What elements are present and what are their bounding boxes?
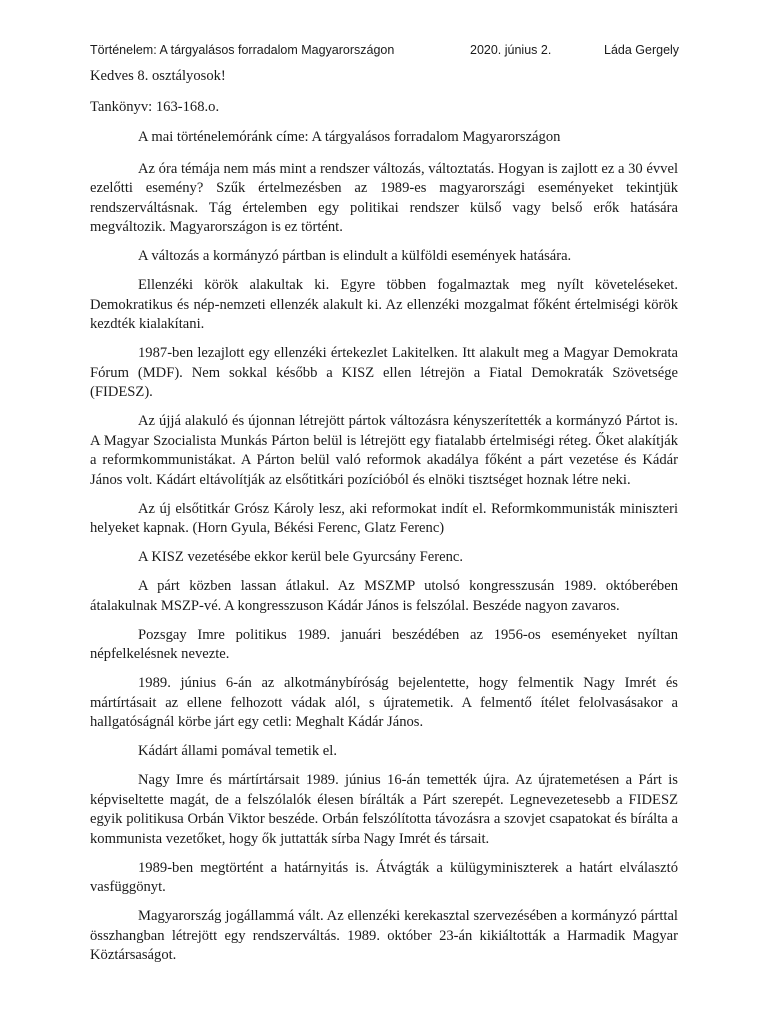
document-body [90, 67, 678, 975]
header-subject: Történelem: A tárgyalásos forradalom Magyarországon [90, 43, 395, 57]
greeting: Kedves 8. osztályosok! [90, 68, 226, 84]
paragraph: A KISZ vezetésébe ekkor kerül bele Gyurcsány Ferenc. [138, 549, 463, 565]
paragraph: 1987-ben lezajlott egy ellenzéki értekezlet Lakitelken. Itt alakult meg a Magyar Demokrata Fórum (MDF). Nem sokkal később a KISZ ellen létrejön a Fiatal Demokraták Szövetsége (FIDESZ). [90, 345, 678, 400]
paragraph: Ellenzéki körök alakultak ki. Egyre többen fogalmaztak meg nyílt követeléseket. Demokratikus és nép-nemzeti ellenzék alakult ki. Az ellenzéki mozgalmat főként értelmiségi körök kezdték kialakítani. [90, 277, 678, 332]
page-header [90, 40, 710, 60]
paragraph: Nagy Imre és mártírtársait 1989. június 16-án temették újra. Az újratemetésen a Párt is képviseltette magát, de a felszólalók élesen bírálták a Párt szerepét. Legnevezetesebb a FIDESZ egyik politikusa Orbán Viktor beszéde. Orbán felszólította távozásra a szovjet csapatokat és bírálta a kommunista vezetőket, hogy ők juttatták sírba Nagy Imrét és társait. [90, 772, 678, 847]
header-date: 2020. június 2. [470, 43, 552, 57]
lesson-title: A mai történelemóránk címe: A tárgyalásos forradalom Magyarországon [138, 129, 561, 145]
textbook-reference: Tankönyv: 163-168.o. [90, 98, 220, 115]
paragraph: Az új elsőtitkár Grósz Károly lesz, aki reformokat indít el. Reformkommunisták miniszteri helyeket kapnak. (Horn Gyula, Békési Ferenc, Glatz Ferenc) [90, 500, 678, 536]
paragraph: Az újjá alakuló és újonnan létrejött pártok változásra kényszerítették a kormányzó Pártot is. A Magyar Szocialista Munkás Párton belül is létrejött egy fiatalabb értelmiségi réteg. Őket alakítják a reformkommunistákat. A Párton belül való reformok akadálya főként a párt vezetése és Kádár János volt. Kádárt eltávolítják az elsőtitkári pozícióból és elnöki tisztséget hoznak létre neki. [90, 413, 678, 488]
paragraph: 1989. június 6-án az alkotmánybíróság bejelentette, hogy felmentik Nagy Imrét és mártírtásait az ellene felhozott vádak alól, s újratemetik. A felmentő ítélet felolvasásakor a hallgatóságnál körbe járt egy cetli: Meghalt Kádár János. [90, 675, 678, 730]
paragraph: A változás a kormányzó pártban is elindult a külföldi események hatására. [138, 248, 572, 264]
paragraph: Magyarország jogállammá vált. Az ellenzéki kerekasztal szervezésében a kormányzó párttal összhangban létrejött egy rendszerváltás. 1989. október 23-án kikiáltották a Harmadik Magyar Köztársaságot. [90, 908, 678, 963]
paragraph: Pozsgay Imre politikus 1989. januári beszédében az 1956-os eseményeket nyíltan népfelkelésnek nevezte. [90, 626, 678, 662]
paragraph: Az óra témája nem más mint a rendszer változás, változtatás. Hogyan is zajlott ez a 30 évvel ezelőtti esemény? Szűk értelmezésben az 1989-es magyarországi eseményeket tekintjük rendszerváltásnak. Tág értelemben egy politikai rendszer külső vagy belső erők hatására megváltozik. Magyarországon is ez történt. [90, 160, 678, 235]
header-author: Láda Gergely [604, 43, 680, 57]
paragraph: A párt közben lassan átlakul. Az MSZMP utolsó kongresszusán 1989. októberében átalakulnak MSZP-vé. A kongresszuson Kádár János is felszólal. Beszéde nagyon zavaros. [90, 578, 678, 614]
paragraph: 1989-ben megtörtént a határnyitás is. Átvágták a külügyminiszterek a határt elválasztó vasfüggönyt. [90, 859, 678, 895]
paragraph: Kádárt állami pomával temetik el. [138, 743, 337, 759]
